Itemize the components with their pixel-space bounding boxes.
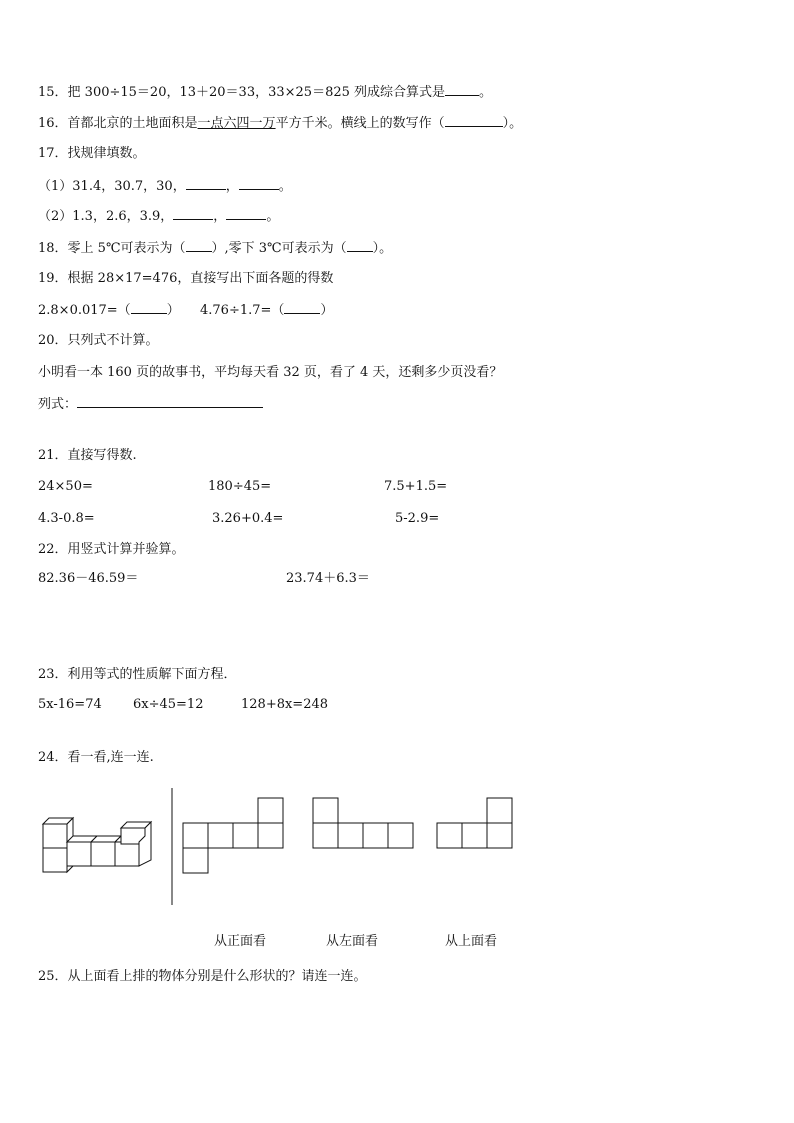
- answer-blank[interactable]: [186, 177, 226, 190]
- question-20-body: 小明看一本 160 页的故事书，平均每天看 32 页，看了 4 天，还剩多少页没看？: [38, 365, 503, 380]
- cube-face: [91, 842, 115, 866]
- cube-side-face: [139, 822, 151, 866]
- q21-item: 180÷45=: [208, 479, 272, 494]
- question-17-sub1: [38, 177, 292, 196]
- question-19-b: [200, 301, 333, 320]
- end-mark: 。: [278, 179, 292, 194]
- question-25-title: 25．从上面看上排的物体分别是什么形状的？请连一连。: [38, 969, 367, 984]
- view-figure-b: [313, 798, 413, 848]
- answer-blank[interactable]: [173, 207, 213, 220]
- cube-face: [121, 828, 145, 844]
- question-16-prefix: 16．首都北京的土地面积是: [38, 116, 198, 131]
- question-18-part2: ）,零下 3℃可表示为（: [211, 241, 347, 256]
- question-15-end: 。: [479, 85, 493, 100]
- answer-blank[interactable]: [284, 301, 320, 314]
- cube-top-face: [67, 836, 97, 842]
- question-16: [38, 114, 522, 133]
- question-17-sub2: [38, 207, 279, 226]
- question-15: [38, 83, 492, 102]
- answer-blank[interactable]: [347, 239, 373, 252]
- q23-item: 5x-16=74: [38, 697, 102, 712]
- caption-left-view: 从左面看: [326, 934, 379, 949]
- question-17-sub2-text: （2）1.3，2.6，3.9，: [38, 209, 174, 224]
- caption-front-view: 从正面看: [214, 934, 267, 949]
- q22-item: 82.36－46.59＝: [38, 571, 139, 586]
- answer-blank[interactable]: [186, 239, 212, 252]
- question-19-a-text: 2.8×0.017=（: [38, 303, 131, 318]
- answer-blank[interactable]: [445, 114, 503, 127]
- question-16-underlined: 一点六四一万: [197, 116, 276, 131]
- q21-item: 4.3-0.8=: [38, 511, 95, 526]
- q22-item: 23.74＋6.3＝: [286, 571, 370, 586]
- cube-top-face: [121, 822, 151, 828]
- cube-top-face: [91, 836, 121, 842]
- cube-top-face: [115, 836, 145, 842]
- question-17-title: 17．找规律填数。: [38, 146, 146, 161]
- question-18-part3: ）。: [372, 241, 393, 256]
- end-mark: 。: [266, 209, 280, 224]
- question-23-title: 23．利用等式的性质解下面方程．: [38, 667, 237, 682]
- view-figure-a: [183, 798, 283, 873]
- q23-item: 128+8x=248: [241, 697, 329, 712]
- cube-top-face: [43, 818, 73, 824]
- q21-item: 3.26+0.4=: [212, 511, 284, 526]
- answer-blank[interactable]: [239, 177, 279, 190]
- question-18: [38, 239, 392, 258]
- question-17-sub1-text: （1）31.4，30.7，30，: [38, 179, 186, 194]
- q21-item: 7.5+1.5=: [384, 479, 448, 494]
- caption-top-view: 从上面看: [445, 934, 498, 949]
- cube-side-face: [67, 818, 73, 872]
- answer-blank[interactable]: [226, 207, 266, 220]
- answer-blank[interactable]: [131, 301, 167, 314]
- end-mark: ）: [320, 303, 334, 318]
- q23-item: 6x÷45=12: [133, 697, 204, 712]
- question-22-title: 22．用竖式计算并验算。: [38, 542, 185, 557]
- question-20-formula: [38, 395, 263, 414]
- q21-item: 24×50=: [38, 479, 93, 494]
- question-18-part1: 18．零上 5℃可表示为（: [38, 241, 186, 256]
- cube-face: [43, 848, 67, 872]
- question-20-title: 20．只列式不计算。: [38, 333, 159, 348]
- q21-item: 5-2.9=: [395, 511, 440, 526]
- separator: ，: [225, 179, 239, 194]
- cube-face: [115, 842, 139, 866]
- answer-blank[interactable]: [445, 83, 479, 96]
- question-16-end: ）。: [502, 116, 523, 131]
- view-figure-c: [437, 798, 512, 848]
- formula-blank[interactable]: [77, 395, 263, 408]
- question-16-suffix: 平方千米。横线上的数写作（: [275, 116, 445, 131]
- separator: ，: [213, 209, 227, 224]
- question-24-title: 24．看一看,连一连.: [38, 750, 154, 765]
- question-15-text: 15．把 300÷15＝20，13＋20＝33，33×25＝825 列成综合算式是: [38, 85, 446, 100]
- end-mark: ）: [166, 303, 180, 318]
- cube-face: [67, 842, 91, 866]
- question-19-a: [38, 301, 180, 320]
- question-19-title: 19．根据 28×17=476，直接写出下面各题的得数: [38, 271, 334, 286]
- question-21-title: 21．直接写得数.: [38, 448, 137, 463]
- cube-face: [43, 824, 67, 848]
- question-19-b-text: 4.76÷1.7=（: [200, 303, 285, 318]
- formula-label: 列式：: [38, 397, 78, 412]
- cube-stack-figure: [43, 818, 151, 872]
